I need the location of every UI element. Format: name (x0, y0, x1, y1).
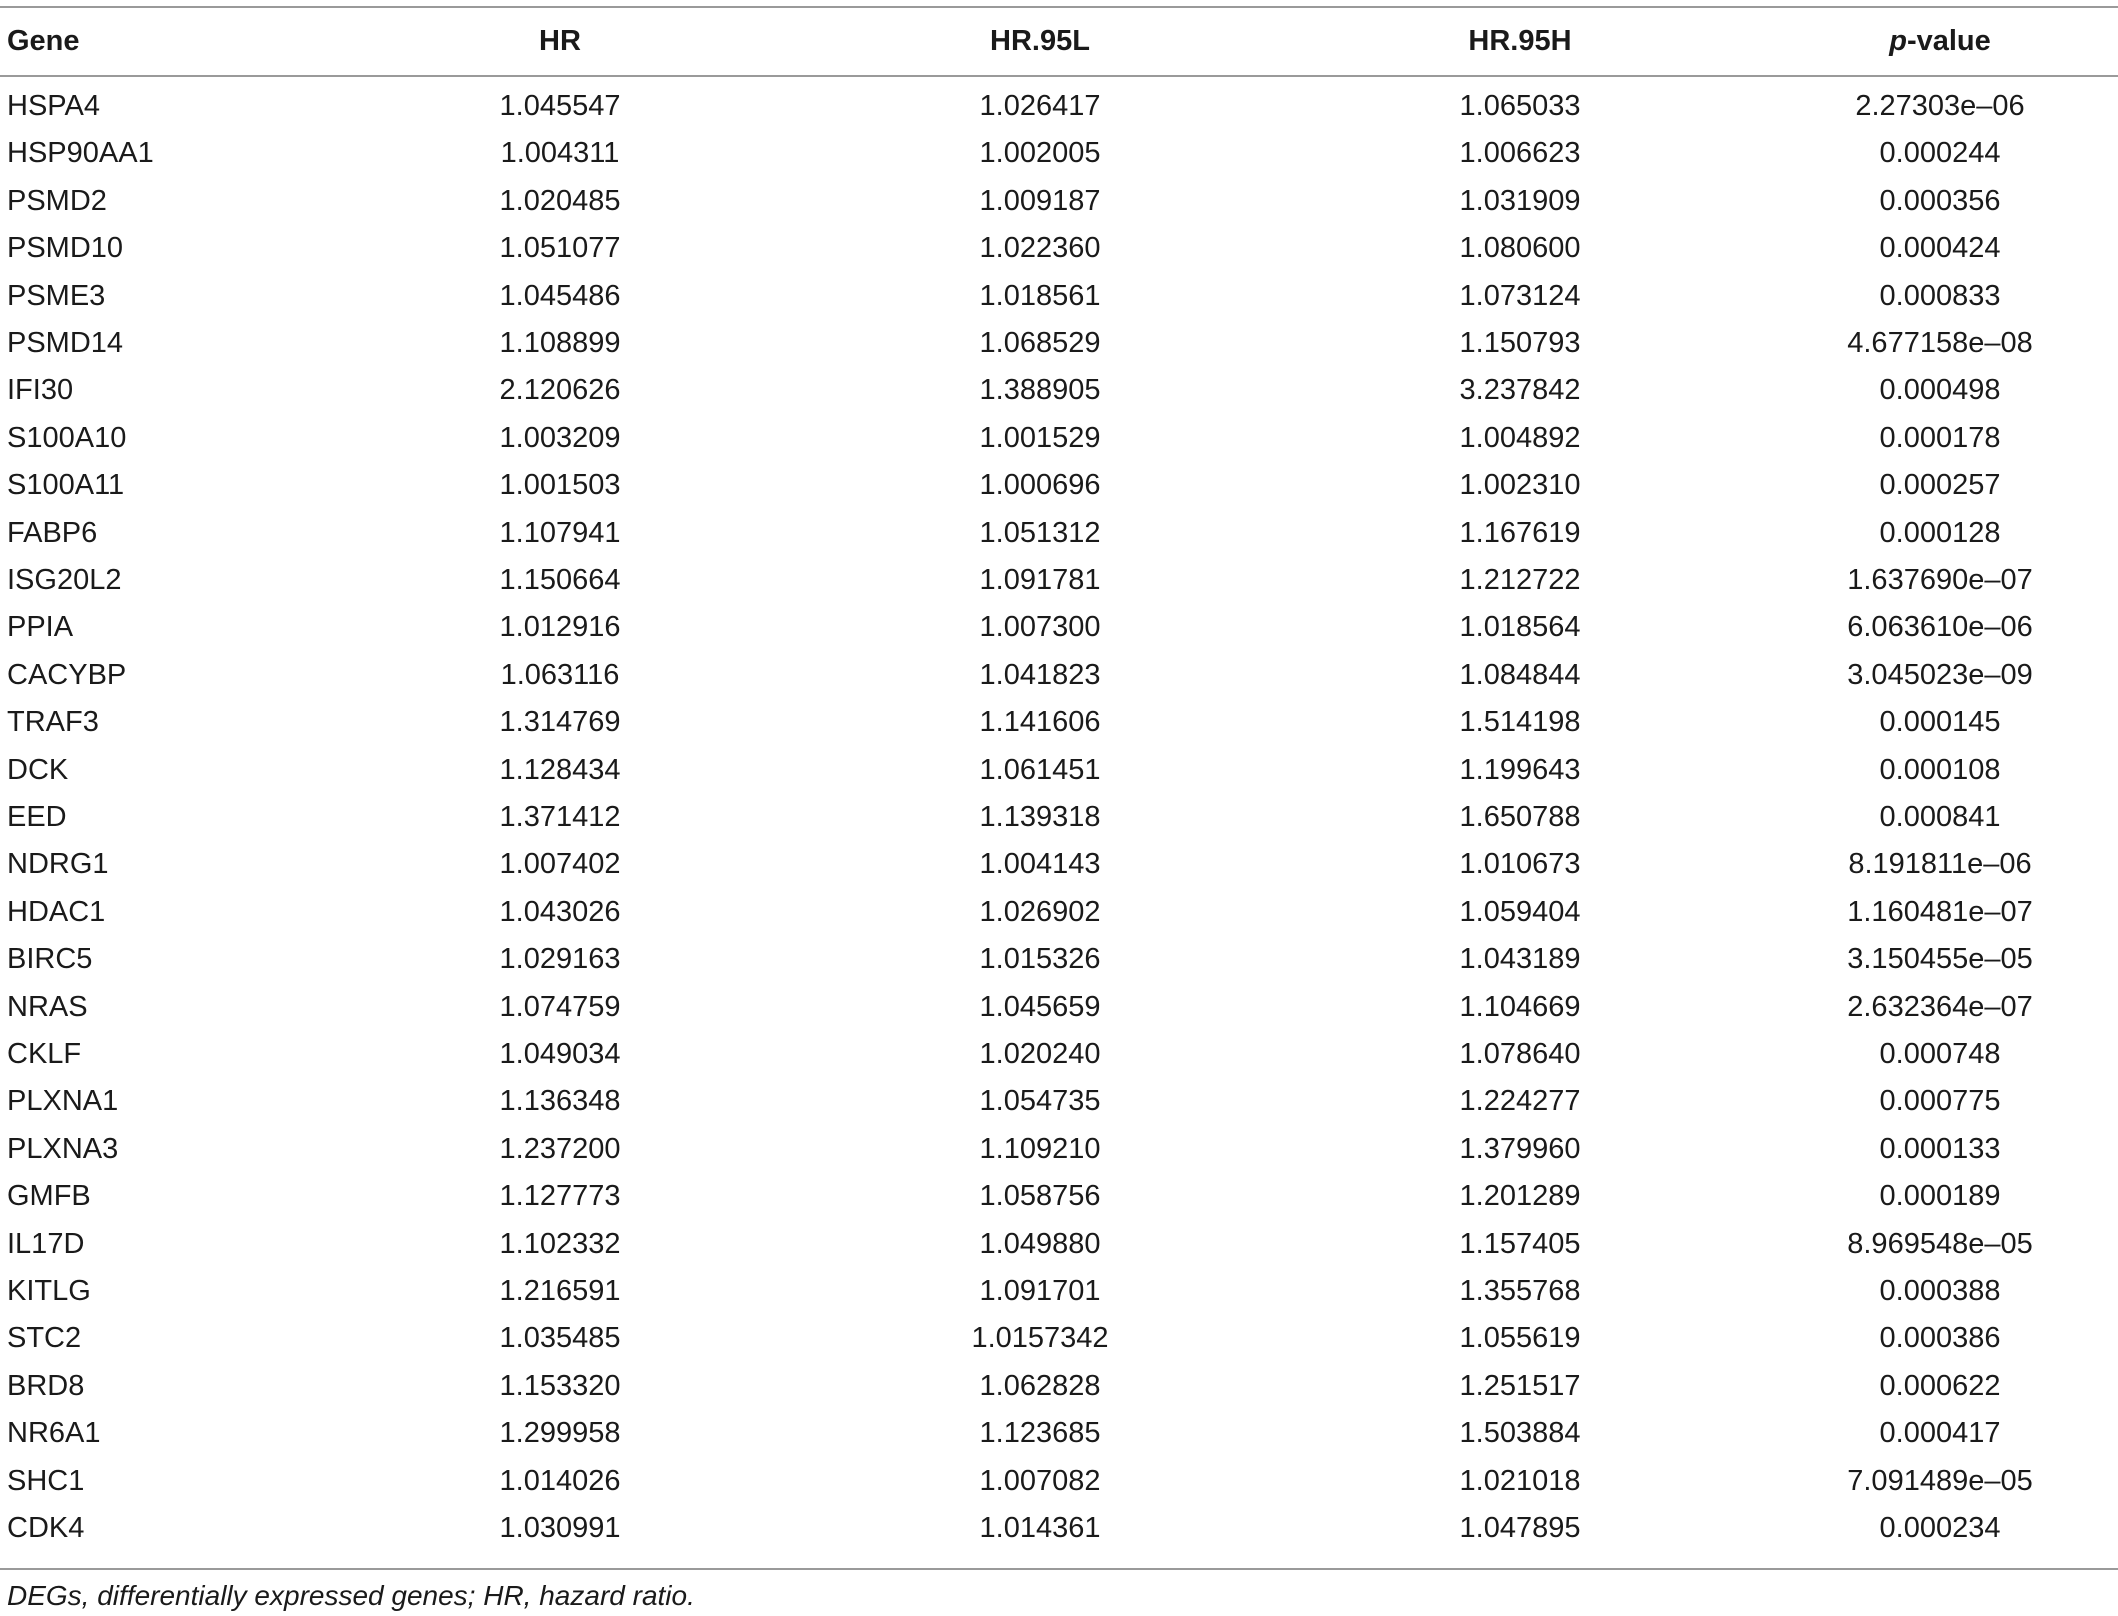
cell-hr: 1.035485 (499, 1322, 621, 1355)
cell-p-value: 1.637690e–07 (1847, 564, 2033, 596)
cell-hr: 1.049034 (499, 1038, 621, 1070)
table-row (0, 652, 2118, 699)
cell-gene: HSP90AA1 (7, 137, 154, 170)
cell-hr-95l: 1.022360 (979, 232, 1101, 265)
cell-p-value: 0.000234 (1879, 1512, 2001, 1544)
cell-gene: ISG20L2 (7, 564, 122, 596)
table-row (0, 1078, 2118, 1125)
cell-p-value: 0.000108 (1879, 753, 2001, 786)
cell-gene: S100A11 (7, 469, 125, 502)
cell-p-value: 4.677158e–08 (1847, 327, 2033, 359)
table-row (0, 1458, 2118, 1505)
cell-p-value: 0.000128 (1879, 516, 2001, 549)
cell-hr: 1.051077 (499, 232, 621, 265)
cell-hr: 1.299958 (499, 1417, 621, 1450)
cell-hr: 1.108899 (499, 327, 621, 359)
cell-p-value: 2.632364e–07 (1847, 990, 2033, 1023)
cell-hr: 1.371412 (499, 801, 621, 833)
cell-hr-95l: 1.004143 (979, 848, 1101, 881)
table-bottom-rule (0, 1568, 2118, 1570)
cell-hr-95l: 1.388905 (979, 374, 1101, 407)
cell-hr-95l: 1.139318 (979, 801, 1101, 833)
cell-hr-95h: 1.065033 (1459, 90, 1581, 122)
table-row (0, 225, 2118, 272)
table-row (0, 178, 2118, 225)
cell-gene: NDRG1 (7, 848, 109, 881)
cell-hr-95h: 1.150793 (1459, 327, 1581, 359)
cell-p-value: 0.000133 (1879, 1132, 2001, 1165)
cell-p-value: 0.000244 (1879, 137, 2001, 170)
table-row (0, 320, 2118, 367)
cell-hr-95l: 1.001529 (979, 421, 1101, 454)
cell-hr-95h: 1.084844 (1459, 658, 1581, 691)
table-row (0, 841, 2118, 888)
cell-gene: CKLF (7, 1038, 82, 1070)
cell-p-value: 1.160481e–07 (1847, 895, 2033, 928)
cell-hr: 1.001503 (499, 469, 621, 502)
cell-p-value: 3.045023e–09 (1847, 658, 2033, 691)
cell-hr: 1.012916 (499, 611, 621, 644)
cell-hr: 1.153320 (499, 1369, 621, 1402)
cell-hr-95h: 1.224277 (1459, 1085, 1581, 1118)
cell-hr-95h: 3.237842 (1459, 374, 1581, 407)
cell-hr-95h: 1.157405 (1459, 1227, 1581, 1260)
cell-hr: 1.314769 (499, 706, 621, 739)
cell-hr-95l: 1.054735 (979, 1085, 1101, 1118)
cell-gene: IL17D (7, 1227, 85, 1260)
table-row (0, 1268, 2118, 1315)
cell-gene: PSMD2 (7, 184, 107, 217)
cell-hr-95l: 1.045659 (979, 990, 1101, 1023)
header-p-letter: p (1889, 25, 1907, 57)
cell-hr-95l: 1.014361 (979, 1512, 1101, 1544)
cell-hr-95h: 1.167619 (1459, 516, 1581, 549)
cell-gene: DCK (7, 753, 69, 786)
cell-hr-95h: 1.073124 (1459, 279, 1581, 312)
table-row (0, 747, 2118, 794)
cell-hr-95h: 1.379960 (1459, 1132, 1581, 1165)
cell-hr: 1.007402 (499, 848, 621, 881)
table-row (0, 1031, 2118, 1078)
cell-hr-95l: 1.026902 (979, 895, 1101, 928)
cell-hr-95h: 1.199643 (1459, 753, 1581, 786)
cell-p-value: 8.191811e–06 (1848, 848, 2032, 881)
cell-hr-95h: 1.251517 (1459, 1369, 1581, 1402)
cell-p-value: 0.000775 (1879, 1085, 2001, 1118)
cell-hr-95l: 1.020240 (979, 1038, 1101, 1070)
cell-hr: 1.063116 (500, 658, 620, 691)
table-row (0, 604, 2118, 651)
cell-p-value: 0.000189 (1879, 1180, 2001, 1213)
cell-hr-95h: 1.355768 (1459, 1275, 1581, 1307)
cell-hr: 1.004311 (500, 137, 620, 170)
table-header-row (0, 16, 2118, 66)
cell-p-value: 0.000748 (1879, 1038, 2001, 1070)
cell-hr-95l: 1.091701 (979, 1275, 1101, 1307)
cell-hr: 1.045486 (499, 279, 621, 312)
header-p-suffix: -value (1906, 25, 1991, 57)
table-row (0, 462, 2118, 509)
cell-gene: IFI30 (7, 374, 74, 407)
cell-hr-95l: 1.000696 (979, 469, 1101, 502)
cell-hr-95l: 1.091781 (979, 564, 1101, 596)
cell-hr-95l: 1.018561 (979, 279, 1101, 312)
cell-gene: CACYBP (7, 658, 127, 691)
cell-gene: EED (7, 801, 67, 833)
cell-hr: 1.136348 (499, 1085, 621, 1118)
cell-p-value: 7.091489e–05 (1847, 1464, 2033, 1497)
cell-hr-95l: 1.009187 (979, 184, 1101, 217)
cell-p-value: 0.000833 (1879, 279, 2001, 312)
table-row (0, 936, 2118, 983)
cell-gene: KITLG (7, 1275, 91, 1307)
cell-p-value: 2.27303e–06 (1855, 90, 2025, 122)
table-row (0, 1410, 2118, 1457)
cell-p-value: 3.150455e–05 (1847, 943, 2033, 976)
cell-hr: 1.127773 (499, 1180, 621, 1213)
cell-hr-95l: 1.141606 (979, 706, 1101, 739)
table-row (0, 699, 2118, 746)
table-row (0, 1221, 2118, 1268)
cell-gene: S100A10 (7, 421, 127, 454)
cell-p-value: 0.000356 (1879, 184, 2001, 217)
cell-hr-95h: 1.503884 (1459, 1417, 1581, 1450)
cell-p-value: 0.000257 (1879, 469, 2001, 502)
cell-p-value: 6.063610e–06 (1847, 611, 2033, 644)
table-row (0, 889, 2118, 936)
cell-hr: 1.014026 (499, 1464, 621, 1497)
cell-gene: GMFB (7, 1180, 91, 1213)
cell-gene: PSMD10 (7, 232, 124, 265)
cell-hr: 1.003209 (499, 421, 621, 454)
table-row (0, 130, 2118, 177)
table-row (0, 1173, 2118, 1220)
cell-hr-95h: 1.018564 (1459, 611, 1581, 644)
cell-hr-95l: 1.051312 (979, 516, 1101, 549)
cell-hr-95l: 1.002005 (979, 137, 1101, 170)
cell-hr-95h: 1.201289 (1459, 1180, 1581, 1213)
cell-p-value: 0.000622 (1879, 1369, 2001, 1402)
cell-hr-95h: 1.059404 (1459, 895, 1581, 928)
cell-gene: FABP6 (7, 516, 98, 549)
cell-hr: 1.074759 (499, 990, 621, 1023)
header-hr-95h: HR.95H (1468, 25, 1572, 57)
cell-hr-95l: 1.007300 (979, 611, 1101, 644)
cell-hr-95h: 1.047895 (1459, 1512, 1581, 1544)
cell-hr: 1.020485 (499, 184, 621, 217)
table-top-rule (0, 6, 2118, 8)
header-hr: HR (539, 25, 581, 57)
cell-hr-95l: 1.007082 (979, 1464, 1101, 1497)
cell-hr-95h: 1.212722 (1459, 564, 1581, 596)
cell-hr-95h: 1.055619 (1459, 1322, 1581, 1355)
cell-gene: PLXNA3 (7, 1132, 119, 1165)
cell-hr-95h: 1.080600 (1459, 232, 1581, 265)
table-row (0, 557, 2118, 604)
cell-hr-95l: 1.061451 (979, 753, 1101, 786)
cell-hr: 1.128434 (499, 753, 621, 786)
header-hr-95l: HR.95L (990, 25, 1090, 57)
header-gene: Gene (7, 25, 80, 57)
cell-hr: 2.120626 (499, 374, 621, 407)
cell-gene: NRAS (7, 990, 88, 1023)
table-row (0, 1315, 2118, 1362)
cell-hr-95h: 1.010673 (1459, 848, 1581, 881)
cell-hr-95h: 1.002310 (1459, 469, 1581, 502)
cell-hr-95l: 1.0157342 (971, 1322, 1109, 1355)
cell-p-value: 0.000424 (1879, 232, 2001, 265)
table-row (0, 984, 2118, 1031)
table-row (0, 1126, 2118, 1173)
table-row (0, 83, 2118, 130)
cell-p-value: 0.000386 (1879, 1322, 2001, 1355)
cell-p-value: 0.000145 (1879, 706, 2001, 739)
cell-hr: 1.102332 (499, 1227, 621, 1260)
cell-hr: 1.237200 (499, 1132, 621, 1165)
cell-hr-95h: 1.031909 (1459, 184, 1581, 217)
table-row (0, 367, 2118, 414)
cell-hr-95l: 1.049880 (979, 1227, 1101, 1260)
cell-gene: CDK4 (7, 1512, 85, 1544)
table-footnote: DEGs, differentially expressed genes; HR, hazard ratio. (7, 1580, 695, 1611)
cell-hr-95h: 1.043189 (1459, 943, 1581, 976)
cell-gene: PSMD14 (7, 327, 124, 359)
cell-hr: 1.150664 (499, 564, 621, 596)
table-header-rule (0, 75, 2118, 77)
cell-hr-95h: 1.004892 (1459, 421, 1581, 454)
cell-gene: BRD8 (7, 1369, 85, 1402)
table-row (0, 794, 2118, 841)
table-row (0, 1505, 2118, 1552)
cell-hr: 1.045547 (499, 90, 621, 122)
cell-gene: PPIA (7, 611, 74, 644)
cell-gene: NR6A1 (7, 1417, 101, 1450)
cell-hr-95l: 1.015326 (979, 943, 1101, 976)
cell-gene: SHC1 (7, 1464, 85, 1497)
cell-hr-95h: 1.514198 (1459, 706, 1581, 739)
cell-gene: HDAC1 (7, 895, 106, 928)
cell-gene: HSPA4 (7, 90, 100, 122)
cell-hr-95l: 1.068529 (979, 327, 1101, 359)
cell-hr-95h: 1.021018 (1459, 1464, 1581, 1497)
cell-gene: PLXNA1 (7, 1085, 119, 1118)
cell-p-value: 0.000417 (1879, 1417, 2001, 1450)
cell-hr-95h: 1.078640 (1459, 1038, 1581, 1070)
cell-gene: STC2 (7, 1322, 82, 1355)
cell-hr: 1.107941 (499, 516, 621, 549)
cell-hr: 1.030991 (499, 1512, 621, 1544)
table-row (0, 510, 2118, 557)
cell-p-value: 0.000388 (1879, 1275, 2001, 1307)
table-row (0, 415, 2118, 462)
cell-hr: 1.043026 (499, 895, 621, 928)
cell-p-value: 8.969548e–05 (1847, 1227, 2033, 1260)
cell-hr: 1.029163 (499, 943, 621, 976)
cell-p-value: 0.000498 (1879, 374, 2001, 407)
cell-p-value: 0.000841 (1879, 801, 2001, 833)
table-row (0, 273, 2118, 320)
cell-p-value: 0.000178 (1879, 421, 2001, 454)
header-p-value (1770, 16, 2110, 66)
cell-gene: PSME3 (7, 279, 106, 312)
cell-gene: TRAF3 (7, 706, 99, 739)
cell-hr-95l: 1.062828 (979, 1369, 1101, 1402)
cell-hr-95l: 1.058756 (979, 1180, 1101, 1213)
cell-gene: BIRC5 (7, 943, 93, 976)
cell-hr-95l: 1.109210 (979, 1132, 1101, 1165)
cell-hr-95h: 1.006623 (1459, 137, 1581, 170)
cell-hr-95l: 1.041823 (979, 658, 1101, 691)
cell-hr-95l: 1.123685 (979, 1417, 1101, 1450)
cell-hr-95h: 1.650788 (1459, 801, 1581, 833)
cell-hr-95l: 1.026417 (979, 90, 1101, 122)
cell-hr-95h: 1.104669 (1459, 990, 1581, 1023)
cell-hr: 1.216591 (499, 1275, 621, 1307)
table-row (0, 1363, 2118, 1410)
